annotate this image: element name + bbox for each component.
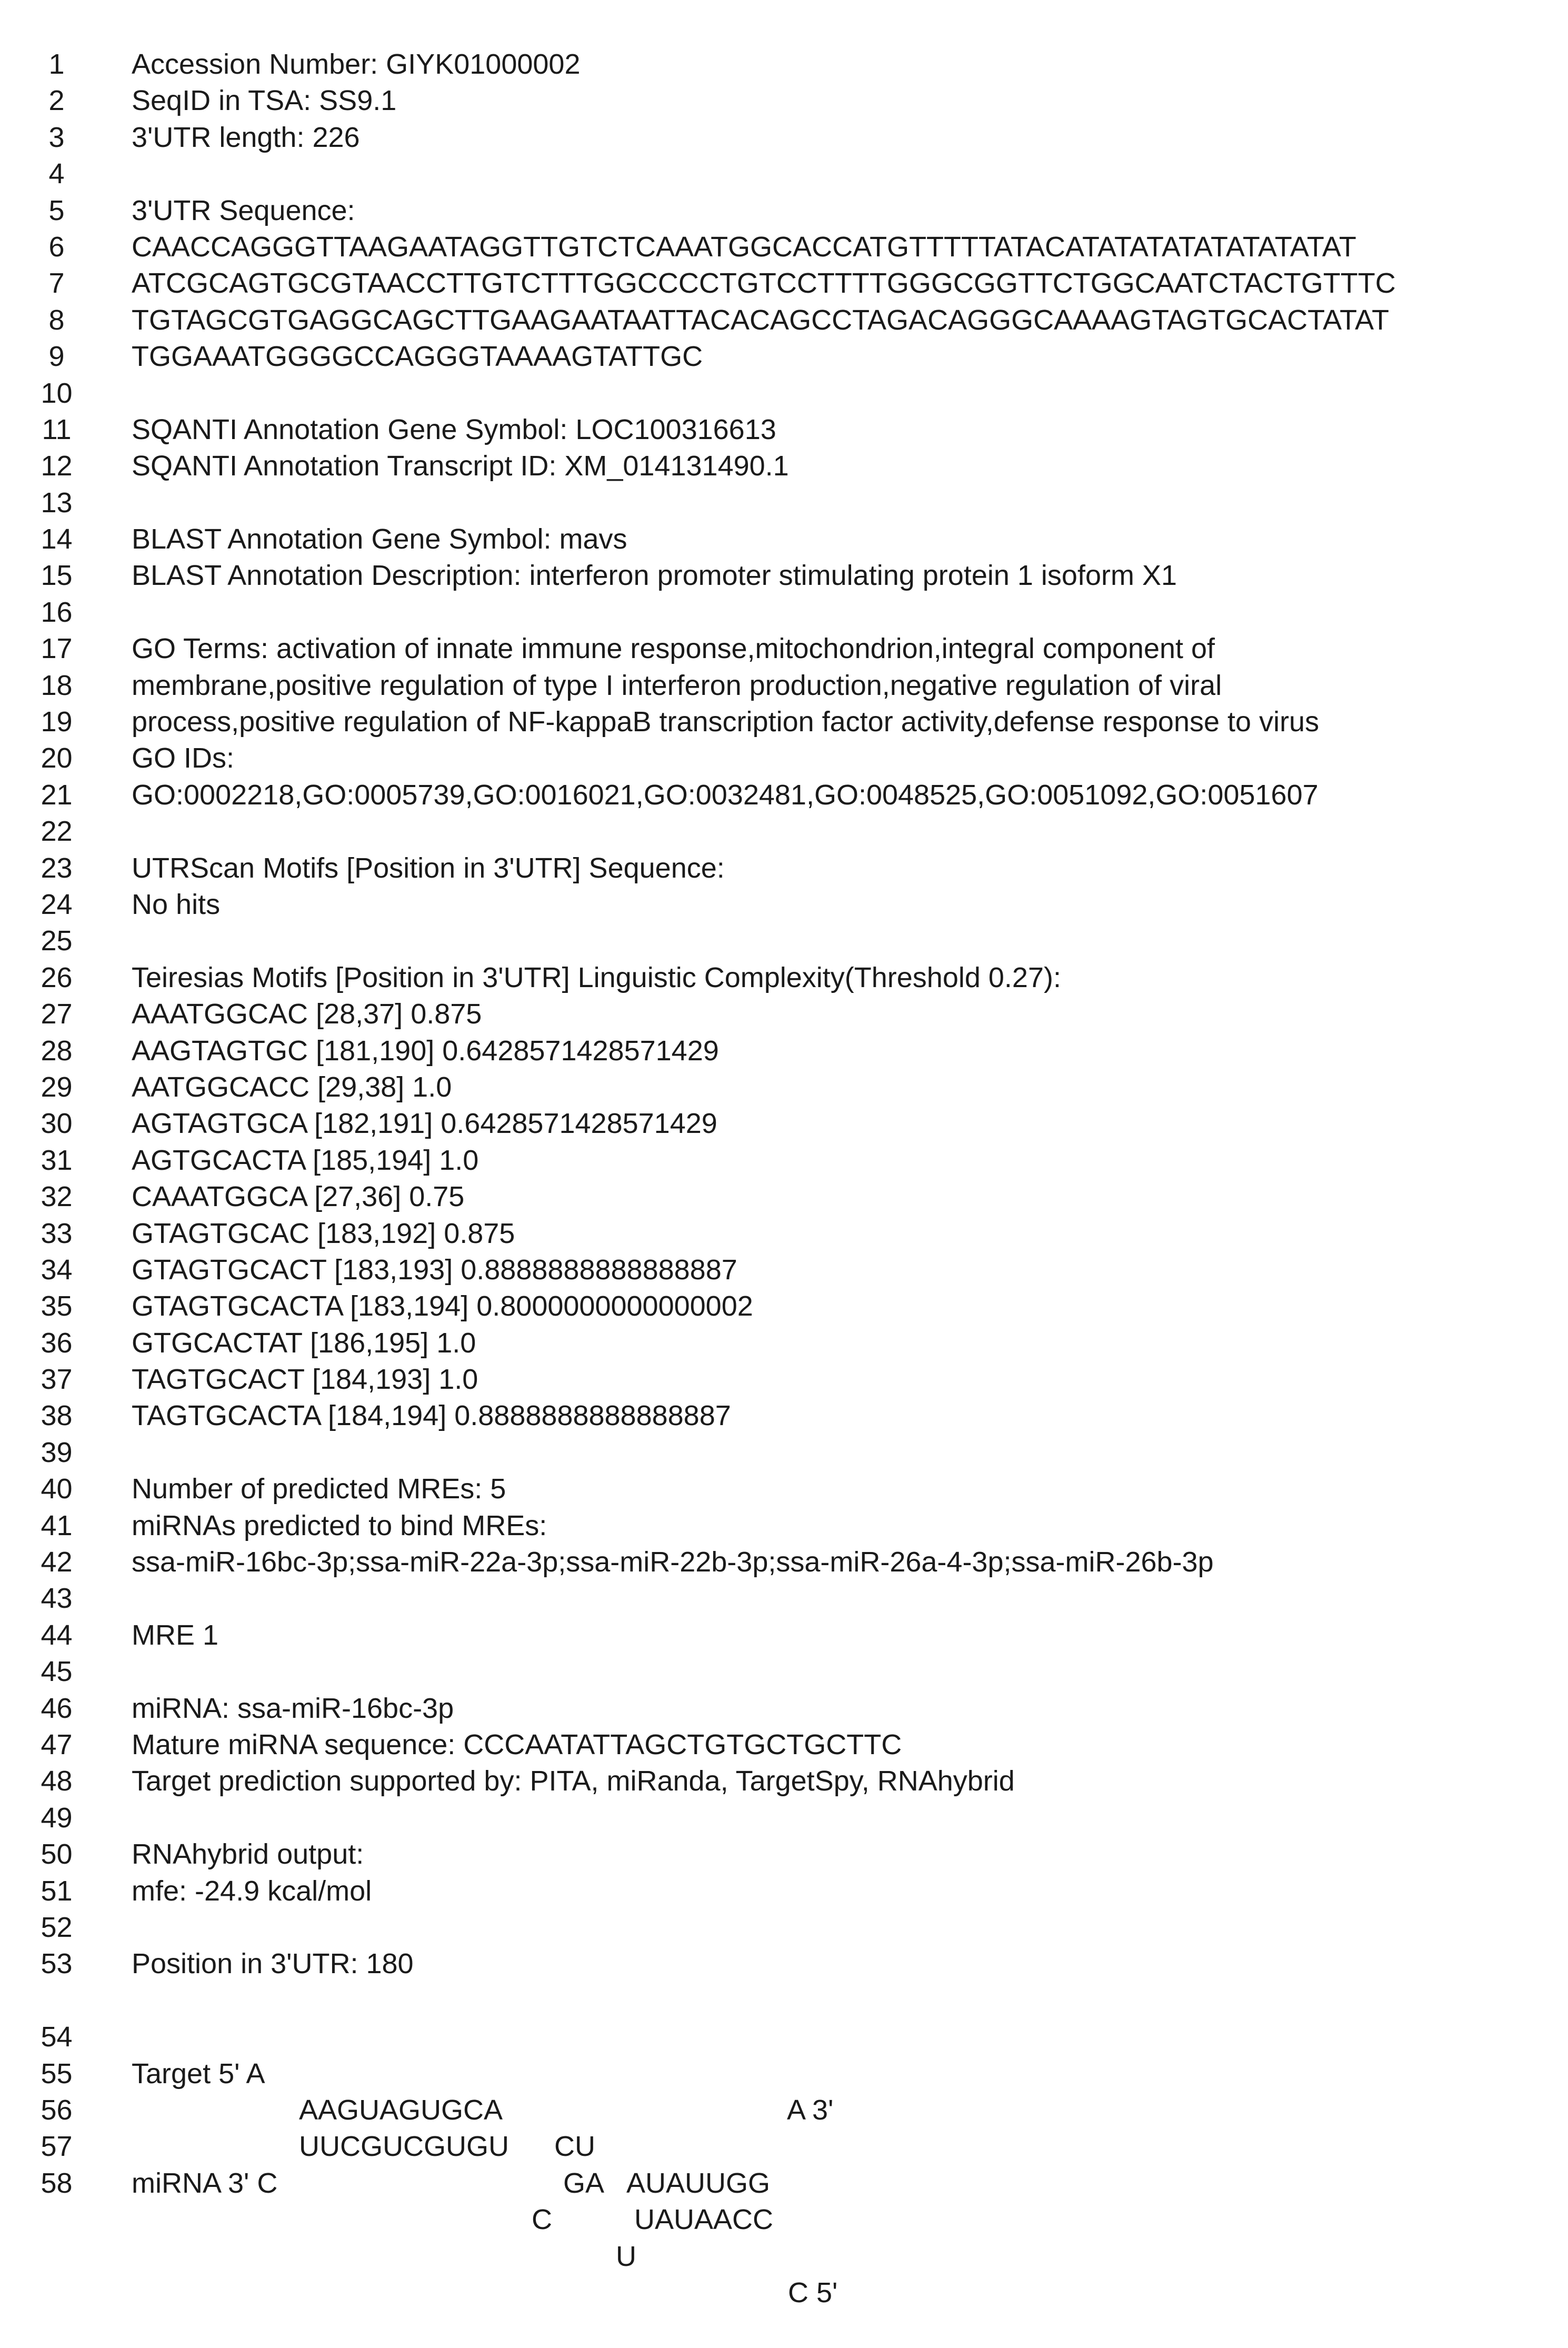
- line-number: 42: [41, 1546, 73, 1578]
- line-number: 39: [41, 1436, 73, 1468]
- line-text: GO IDs:: [132, 742, 235, 774]
- line-26: [0, 960, 1568, 996]
- line-text: CAAATGGCA [27,36] 0.75: [132, 1181, 465, 1213]
- mirna-left-label: miRNA 3' C: [132, 2167, 278, 2199]
- line-number: 51: [41, 1875, 73, 1907]
- line-number: 15: [41, 560, 73, 592]
- mirna-pairs-segment-3: UAUAACC: [634, 2204, 774, 2236]
- line-number: 10: [41, 377, 73, 409]
- line-45: [0, 1654, 1568, 1690]
- line-36: [0, 1325, 1568, 1361]
- line-text: miRNA: ssa-miR-16bc-3p: [132, 1692, 454, 1724]
- line-text: ATCGCAGTGCGTAACCTTGTCTTTGGCCCCTGTCCTTTTGGGCGGTTCTGGCAATCTACTGTTTC: [132, 267, 1396, 300]
- mirna-right-label: C 5': [788, 2276, 838, 2309]
- line-text: membrane,positive regulation of type I interferon production,negative regulation of viral: [132, 669, 1222, 701]
- line-number: 41: [41, 1509, 73, 1541]
- line-number: 44: [41, 1619, 73, 1651]
- line-text: GTGCACTAT [186,195] 1.0: [132, 1327, 476, 1359]
- line-8: [0, 302, 1568, 339]
- line-number: 9: [48, 341, 65, 373]
- line-text: BLAST Annotation Gene Symbol: mavs: [132, 523, 627, 555]
- line-text: Mature miRNA sequence: CCCAATATTAGCTGTGCTGCTTC: [132, 1728, 902, 1760]
- line-5: [0, 193, 1568, 229]
- line-number: 11: [42, 413, 72, 445]
- line-number: 4: [48, 158, 65, 190]
- line-43: [0, 1580, 1568, 1617]
- line-number: 46: [41, 1692, 73, 1724]
- line-number: 13: [41, 486, 73, 519]
- line-text: TAGTGCACT [184,193] 1.0: [132, 1364, 478, 1396]
- line-3: [0, 120, 1568, 156]
- line-text: RNAhybrid output:: [132, 1838, 364, 1871]
- line-number: 54: [41, 2021, 73, 2053]
- line-13: [0, 485, 1568, 521]
- line-27: [0, 996, 1568, 1032]
- line-text: GTAGTGCACTA [183,194] 0.8000000000000002: [132, 1290, 753, 1322]
- line-19: [0, 704, 1568, 740]
- line-text: AGTAGTGCA [182,191] 0.6428571428571429: [132, 1108, 717, 1140]
- line-number: 23: [41, 852, 73, 884]
- line-number: 5: [48, 194, 65, 226]
- line-number: 58: [41, 2167, 73, 2199]
- line-number: 30: [41, 1108, 73, 1140]
- line-1: [0, 46, 1568, 83]
- target-right-label: A 3': [787, 2094, 834, 2126]
- line-number: 18: [41, 669, 73, 701]
- line-text: AGTGCACTA [185,194] 1.0: [132, 1144, 479, 1176]
- line-number: 21: [41, 779, 73, 811]
- line-number: 3: [48, 121, 65, 153]
- line-number: 36: [41, 1327, 73, 1359]
- line-number: 19: [41, 706, 73, 738]
- line-24: [0, 887, 1568, 923]
- line-number: 31: [41, 1144, 73, 1176]
- line-text: Teiresias Motifs [Position in 3'UTR] Linguistic Complexity(Threshold 0.27):: [132, 961, 1061, 993]
- line-48: [0, 1763, 1568, 1799]
- line-number: 24: [41, 888, 73, 920]
- line-number: 43: [41, 1583, 73, 1615]
- line-30: [0, 1106, 1568, 1142]
- line-22: [0, 813, 1568, 850]
- line-number: 6: [48, 231, 65, 263]
- line-51: [0, 1873, 1568, 1909]
- line-number: 34: [41, 1253, 73, 1286]
- line-number: 22: [41, 815, 73, 848]
- line-number: 35: [41, 1290, 73, 1322]
- line-text: AAATGGCAC [28,37] 0.875: [132, 998, 482, 1030]
- line-32: [0, 1179, 1568, 1215]
- document-body: [0, 46, 1568, 2309]
- line-21: [0, 777, 1568, 813]
- line-number: 12: [41, 450, 73, 482]
- target-left-label: Target 5' A: [132, 2057, 265, 2090]
- line-text: Position in 3'UTR: 180: [132, 1948, 414, 1980]
- line-15: [0, 558, 1568, 594]
- line-number: 28: [41, 1034, 73, 1067]
- line-text: process,positive regulation of NF-kappaB transcription factor activity,defense response to virus: [132, 706, 1320, 738]
- line-text: Target prediction supported by: PITA, miRanda, TargetSpy, RNAhybrid: [132, 1765, 1015, 1797]
- line-number: 53: [41, 1948, 73, 1980]
- line-number: 37: [41, 1364, 73, 1396]
- line-number: 55: [41, 2057, 73, 2090]
- line-52: [0, 1909, 1568, 1946]
- line-11: [0, 412, 1568, 448]
- line-number: 1: [48, 48, 65, 80]
- line-number: 8: [48, 304, 65, 336]
- line-text: GO:0002218,GO:0005739,GO:0016021,GO:0032481,GO:0048525,GO:0051092,GO:0051607: [132, 779, 1319, 811]
- line-41: [0, 1508, 1568, 1544]
- line-text: Accession Number: GIYK01000002: [132, 48, 581, 80]
- line-number: 38: [41, 1400, 73, 1432]
- line-12: [0, 448, 1568, 484]
- line-49: [0, 1800, 1568, 1836]
- line-text: TGGAAATGGGGCCAGGGTAAAAGTATTGC: [132, 341, 703, 373]
- line-text: AAGTAGTGC [181,190] 0.6428571428571429: [132, 1034, 719, 1067]
- line-number: 56: [41, 2094, 73, 2126]
- line-38: [0, 1398, 1568, 1434]
- line-text: 3'UTR Sequence:: [132, 194, 355, 226]
- line-text: MRE 1: [132, 1619, 219, 1651]
- mirna-pairs-segment-2: GA: [563, 2167, 605, 2199]
- line-text: BLAST Annotation Description: interferon promoter stimulating protein 1 isoform X1: [132, 560, 1177, 592]
- line-number: 29: [41, 1071, 73, 1103]
- line-number: 49: [41, 1802, 73, 1834]
- line-39: [0, 1435, 1568, 1471]
- line-number: 27: [41, 998, 73, 1030]
- line-46: [0, 1690, 1568, 1727]
- line-text: GTAGTGCAC [183,192] 0.875: [132, 1217, 515, 1249]
- line-34: [0, 1252, 1568, 1288]
- line-number: 50: [41, 1838, 73, 1871]
- line-35: [0, 1288, 1568, 1325]
- line-number: 57: [41, 2131, 73, 2163]
- line-50: [0, 1836, 1568, 1873]
- line-10: [0, 375, 1568, 412]
- target-pairs-segment-3: AUAUUGG: [626, 2167, 771, 2199]
- line-4: [0, 156, 1568, 192]
- line-20: [0, 740, 1568, 777]
- target-pairs-segment-1: AAGUAGUGCA: [299, 2094, 503, 2126]
- target-pairs-segment-2: CU: [554, 2131, 595, 2163]
- line-number: 17: [41, 633, 73, 665]
- line-text: GO Terms: activation of innate immune response,mitochondrion,integral component of: [132, 633, 1215, 665]
- mirna-mismatch-2: U: [616, 2240, 636, 2272]
- line-14: [0, 521, 1568, 558]
- line-2: [0, 83, 1568, 119]
- line-text: ssa-miR-16bc-3p;ssa-miR-22a-3p;ssa-miR-22b-3p;ssa-miR-26a-4-3p;ssa-miR-26b-3p: [132, 1546, 1214, 1578]
- line-47: [0, 1727, 1568, 1763]
- line-23: [0, 850, 1568, 887]
- line-number: 20: [41, 742, 73, 774]
- line-number: 16: [41, 596, 73, 628]
- line-25: [0, 923, 1568, 959]
- line-44: [0, 1617, 1568, 1654]
- line-7: [0, 265, 1568, 302]
- line-text: CAACCAGGGTTAAGAATAGGTTGTCTCAAATGGCACCATGTTTTTATACATATATATATATATATAT: [132, 231, 1356, 263]
- line-text: Number of predicted MREs: 5: [132, 1473, 506, 1505]
- line-text: TAGTGCACTA [184,194] 0.8888888888888887: [132, 1400, 731, 1432]
- line-number: 32: [41, 1181, 73, 1213]
- line-number: 7: [48, 267, 65, 300]
- line-text: TGTAGCGTGAGGCAGCTTGAAGAATAATTACACAGCCTAGACAGGGCAAAAGTAGTGCACTATAT: [132, 304, 1390, 336]
- line-17: [0, 631, 1568, 667]
- line-18: [0, 668, 1568, 704]
- line-text: SQANTI Annotation Gene Symbol: LOC100316613: [132, 413, 776, 445]
- line-text: UTRScan Motifs [Position in 3'UTR] Sequence:: [132, 852, 725, 884]
- line-number: 26: [41, 961, 73, 993]
- line-number: 40: [41, 1473, 73, 1505]
- line-text: No hits: [132, 888, 221, 920]
- line-number: 14: [41, 523, 73, 555]
- numbered-lines: [0, 46, 1568, 1983]
- line-text: mfe: -24.9 kcal/mol: [132, 1875, 372, 1907]
- line-number: 2: [48, 85, 65, 117]
- mirna-mismatch-1: C: [532, 2204, 552, 2236]
- line-text: SQANTI Annotation Transcript ID: XM_014131490.1: [132, 450, 789, 482]
- line-number: 48: [41, 1765, 73, 1797]
- line-number: 25: [41, 925, 73, 957]
- line-text: SeqID in TSA: SS9.1: [132, 85, 397, 117]
- line-28: [0, 1033, 1568, 1069]
- line-16: [0, 594, 1568, 631]
- line-40: [0, 1471, 1568, 1507]
- line-text: miRNAs predicted to bind MREs:: [132, 1509, 547, 1541]
- line-53: [0, 1946, 1568, 1982]
- line-6: [0, 229, 1568, 265]
- line-number: 45: [41, 1656, 73, 1688]
- line-number: 47: [41, 1728, 73, 1760]
- line-9: [0, 339, 1568, 375]
- line-text: GTAGTGCACT [183,193] 0.8888888888888887: [132, 1253, 737, 1286]
- line-text: 3'UTR length: 226: [132, 121, 360, 153]
- line-37: [0, 1361, 1568, 1398]
- mirna-pairs-segment-1: UUCGUCGUGU: [299, 2131, 509, 2163]
- line-29: [0, 1069, 1568, 1106]
- line-number: 52: [41, 1911, 73, 1943]
- line-number: 33: [41, 1217, 73, 1249]
- line-33: [0, 1216, 1568, 1252]
- line-text: AATGGCACC [29,38] 1.0: [132, 1071, 452, 1103]
- line-42: [0, 1544, 1568, 1580]
- line-31: [0, 1142, 1568, 1179]
